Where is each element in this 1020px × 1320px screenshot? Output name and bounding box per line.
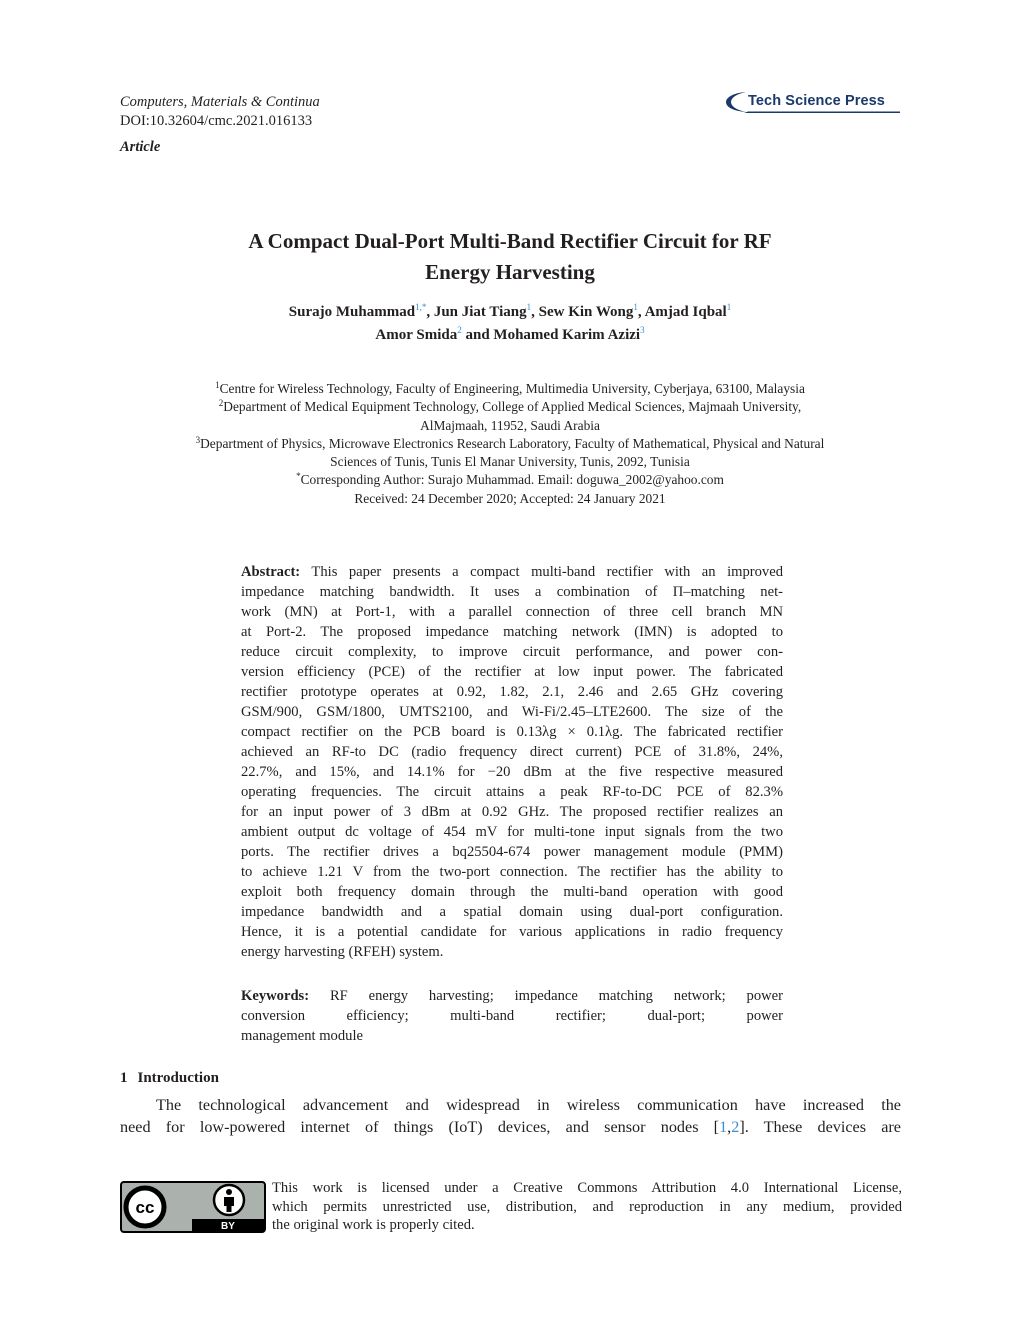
section-number: 1 bbox=[120, 1070, 128, 1086]
abstract-line: operating frequencies. The circuit attains a peak RF-to-DC PCE of 82.3% bbox=[241, 784, 783, 800]
abstract-line: impedance bandwidth and a spatial domain using dual-port configuration. bbox=[241, 904, 783, 920]
author-name: Amor Smida bbox=[375, 327, 458, 343]
title-line-1: A Compact Dual-Port Multi-Band Rectifier Circuit for RF bbox=[248, 229, 772, 253]
author-separator: , bbox=[426, 304, 434, 320]
citation-link[interactable]: 1 bbox=[719, 1118, 728, 1136]
keywords bbox=[241, 986, 783, 1046]
received-accepted-dates: Received: 24 December 2020; Accepted: 24 January 2021 bbox=[354, 490, 666, 506]
author-affiliation-sup[interactable]: 1,* bbox=[415, 302, 427, 312]
abstract-label: Abstract: bbox=[241, 564, 301, 580]
abstract-line: for an input power of 3 dBm at 0.92 GHz. The proposed rectifier realizes an bbox=[241, 804, 783, 820]
affiliation-2-cont: AlMajmaah, 11952, Saudi Arabia bbox=[420, 417, 600, 433]
citation-separator: , bbox=[727, 1118, 732, 1136]
keywords-line: management module bbox=[241, 1028, 363, 1044]
journal-name: Computers, Materials & Continua bbox=[120, 94, 320, 110]
keywords-line bbox=[241, 986, 783, 1006]
author-affiliation-sup[interactable]: 3 bbox=[640, 325, 645, 335]
abstract-line: to achieve 1.21 V from the two-port connection. The rectifier has the ability to bbox=[241, 864, 783, 880]
author-separator: and bbox=[461, 327, 494, 343]
abstract-line: 22.7%, and 15%, and 14.1% for −20 dBm at the five respective measured bbox=[241, 764, 783, 780]
doi: DOI:10.32604/cmc.2021.016133 bbox=[120, 113, 313, 129]
abstract-line: achieved an RF-to DC (radio frequency direct current) PCE of 31.8%, 24%, bbox=[241, 744, 783, 760]
abstract-line: GSM/900, GSM/1800, UMTS2100, and Wi-Fi/2.45–LTE2600. The size of the bbox=[241, 704, 783, 720]
abstract-line bbox=[241, 562, 783, 582]
section-heading bbox=[120, 1068, 219, 1088]
author-name: Sew Kin Wong bbox=[538, 304, 634, 320]
citation-link[interactable]: 2 bbox=[731, 1118, 740, 1136]
author-affiliation-sup[interactable]: 1 bbox=[633, 302, 638, 312]
publisher-logo bbox=[724, 88, 904, 116]
abstract-line: at Port-2. The proposed impedance matching network (IMN) is adopted to bbox=[241, 624, 783, 640]
abstract-line: version efficiency (PCE) of the rectifier at low input power. The fabricated bbox=[241, 664, 783, 680]
license-statement bbox=[272, 1179, 902, 1235]
author-affiliation-sup[interactable]: 1 bbox=[726, 302, 732, 312]
publisher-name: Tech Science Press bbox=[748, 93, 885, 109]
affiliation-text: Department of Medical Equipment Technology, College of Applied Medical Sciences, Majmaah University, bbox=[223, 399, 802, 415]
author-name: Mohamed Karim Azizi bbox=[493, 327, 641, 343]
abstract-line: exploit both frequency domain through the multi-band operation with good bbox=[241, 884, 783, 900]
cc-by-icon bbox=[120, 1181, 266, 1233]
abstract-line: work (MN) at Port-1, with a parallel connection of three cell branch MN bbox=[241, 604, 783, 620]
author-separator: , bbox=[531, 304, 539, 320]
license-line: This work is licensed under a Creative Commons Attribution 4.0 International License, bbox=[272, 1180, 902, 1196]
affiliation-text: Department of Physics, Microwave Electronics Research Laboratory, Faculty of Mathematical, Physical and Natural bbox=[200, 435, 825, 451]
intro-line: The technological advancement and widespread in wireless communication have increased the bbox=[156, 1096, 901, 1114]
affiliation-sup: 3 bbox=[195, 434, 201, 445]
corresponding-author bbox=[120, 471, 900, 489]
affiliation-2 bbox=[120, 398, 900, 416]
abstract-line: impedance matching bandwidth. It uses a combination of Π–matching net- bbox=[241, 584, 783, 600]
author-name: Jun Jiat Tiang bbox=[433, 304, 527, 320]
keywords-line: conversion efficiency; multi-band rectifier; dual-port; power bbox=[241, 1008, 783, 1024]
keywords-line-text: RF energy harvesting; impedance matching network; power bbox=[309, 988, 783, 1004]
affiliation-sup: 1 bbox=[215, 380, 220, 390]
author-name: Surajo Muhammad bbox=[288, 304, 416, 320]
cc-badge-label: cc bbox=[135, 1198, 155, 1217]
abstract-line: energy harvesting (RFEH) system. bbox=[241, 944, 444, 960]
affiliation-3-cont: Sciences of Tunis, Tunis El Manar University, Tunis, 2092, Tunisia bbox=[330, 454, 690, 470]
abstract-line: ambient output dc voltage of 454 mV for multi-tone input signals from the two bbox=[241, 824, 783, 840]
affiliation-1 bbox=[120, 380, 900, 398]
keywords-label: Keywords: bbox=[241, 988, 310, 1004]
intro-text: ]. These devices are bbox=[739, 1118, 901, 1136]
author-line-1 bbox=[120, 301, 900, 324]
abstract-line: compact rectifier on the PCB board is 0.13λg × 0.1λg. The fabricated rectifier bbox=[241, 724, 783, 740]
author-list bbox=[120, 301, 900, 347]
abstract-line-text: This paper presents a compact multi-band rectifier with an improved bbox=[300, 564, 783, 580]
intro-line bbox=[120, 1116, 901, 1138]
affiliation-text: Centre for Wireless Technology, Faculty of Engineering, Multimedia University, Cyberjaya, 63100, Malaysia bbox=[219, 381, 805, 396]
section-title: Introduction bbox=[137, 1070, 219, 1086]
abstract bbox=[241, 562, 783, 962]
affiliations bbox=[120, 380, 900, 508]
introduction-paragraph bbox=[120, 1094, 901, 1138]
license-line: the original work is properly cited. bbox=[272, 1217, 475, 1233]
abstract-line: Hence, it is a potential candidate for various applications in radio frequency bbox=[241, 924, 783, 940]
author-line-2 bbox=[120, 324, 900, 347]
author-name: Amjad Iqbal bbox=[644, 304, 727, 320]
intro-text: need for low-powered internet of things (IoT) devices, and sensor nodes [ bbox=[120, 1118, 720, 1136]
affiliation-3 bbox=[120, 435, 900, 453]
title-line-2: Energy Harvesting bbox=[425, 260, 595, 284]
author-affiliation-sup[interactable]: 1 bbox=[526, 302, 532, 312]
corresponding-text[interactable]: Corresponding Author: Surajo Muhammad. Email: doguwa_2002@yahoo.com bbox=[300, 472, 724, 488]
article-type: Article bbox=[120, 139, 161, 155]
corresponding-sup: * bbox=[296, 471, 301, 482]
affiliation-sup: 2 bbox=[218, 398, 224, 409]
author-separator: , bbox=[637, 304, 645, 320]
abstract-line: rectifier prototype operates at 0.92, 1.82, 2.1, 2.46 and 2.65 GHz covering bbox=[241, 684, 783, 700]
by-badge-label: BY bbox=[221, 1221, 235, 1232]
author-affiliation-sup[interactable]: 2 bbox=[457, 325, 462, 335]
cc-by-license-badge[interactable] bbox=[120, 1181, 266, 1233]
abstract-line: reduce circuit complexity, to improve circuit performance, and power con- bbox=[241, 644, 783, 660]
paper-title bbox=[120, 226, 900, 288]
abstract-line: ports. The rectifier drives a bq25504-674 power management module (PMM) bbox=[241, 844, 783, 860]
license-line: which permits unrestricted use, distribution, and reproduction in any medium, provided bbox=[272, 1198, 902, 1215]
